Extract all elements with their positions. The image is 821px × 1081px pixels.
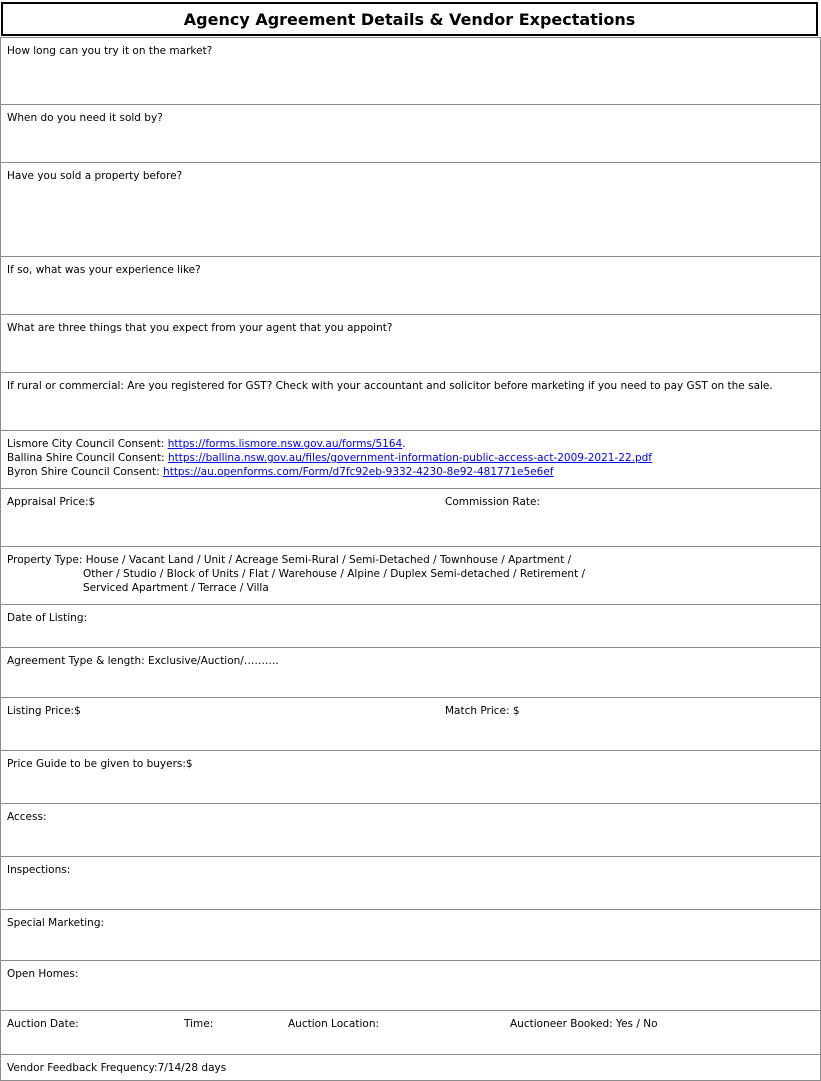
ballina-consent-link[interactable]: https://ballina.nsw.gov.au/files/government-information-public-access-act-2009-2021-22.pdf — [167, 452, 652, 464]
inspections-label: Inspections: — [7, 864, 71, 876]
open-homes-label: Open Homes: — [7, 968, 79, 980]
price-guide-label: Price Guide to be given to buyers:$ — [7, 758, 193, 770]
property-type-line: Property Type: House / Vacant Land / Unit / Acreage Semi-Rural / Semi-Detached / Townhouse / Apartment / — [7, 554, 572, 566]
question-label: How long can you try it on the market? — [7, 45, 213, 57]
auction-time-label: Time: — [184, 1018, 214, 1030]
auctioneer-booked-label: Auctioneer Booked: Yes / No — [510, 1018, 658, 1030]
access-label: Access: — [7, 811, 47, 823]
price-guide-row[interactable] — [1, 751, 821, 804]
special-marketing-row[interactable] — [1, 910, 821, 961]
form-title: Agency Agreement Details & Vendor Expectations — [1, 2, 818, 36]
question-label: When do you need it sold by? — [7, 112, 163, 124]
listing-price-label: Listing Price:$ — [7, 705, 81, 717]
agreement-type-row[interactable] — [1, 648, 821, 698]
question-agent-expectations[interactable] — [1, 315, 821, 373]
date-of-listing-label: Date of Listing: — [7, 612, 88, 624]
vendor-feedback-row[interactable] — [1, 1055, 821, 1081]
vendor-feedback-label: Vendor Feedback Frequency:7/14/28 days — [7, 1062, 227, 1074]
council-consents — [1, 431, 821, 489]
date-of-listing-row[interactable] — [1, 605, 821, 648]
listing-price-row[interactable] — [1, 698, 821, 751]
appraisal-row[interactable] — [1, 489, 821, 547]
lismore-consent-link[interactable]: https://forms.lismore.nsw.gov.au/forms/5164 — [167, 438, 403, 450]
special-marketing-label: Special Marketing: — [7, 917, 105, 929]
inspections-row[interactable] — [1, 857, 821, 910]
question-experience[interactable] — [1, 257, 821, 315]
auction-row[interactable] — [1, 1011, 821, 1055]
property-type-line: Other / Studio / Block of Units / Flat / Warehouse / Alpine / Duplex Semi-detached / Retirement / — [83, 568, 586, 580]
agreement-form-table — [0, 37, 821, 1081]
property-type-row[interactable] — [1, 547, 821, 605]
auction-location-label: Auction Location: — [288, 1018, 380, 1030]
question-sold-before[interactable] — [1, 163, 821, 257]
byron-consent-link[interactable]: https://au.openforms.com/Form/d7fc92eb-9332-4230-8e92-481771e5e6ef — [163, 466, 554, 478]
question-label: What are three things that you expect from your agent that you appoint? — [7, 322, 393, 334]
question-label: Have you sold a property before? — [7, 170, 183, 182]
commission-rate-label: Commission Rate: — [445, 496, 541, 508]
agreement-type-label: Agreement Type & length: Exclusive/Auction/………. — [7, 655, 279, 667]
question-label: If so, what was your experience like? — [7, 264, 201, 276]
question-sold-by[interactable] — [1, 105, 821, 163]
question-market-duration[interactable] — [1, 38, 821, 105]
consent-lismore: Lismore City Council Consent: https://forms.lismore.nsw.gov.au/forms/5164. — [7, 438, 406, 450]
match-price-label: Match Price: $ — [445, 705, 520, 717]
question-label: If rural or commercial: Are you registered for GST? Check with your accountant and solicitor before marketing if you need to pay GST on the sale. — [7, 380, 773, 392]
consent-byron: Byron Shire Council Consent: https://au.openforms.com/Form/d7fc92eb-9332-4230-8e92-481771e5e6ef — [7, 466, 554, 478]
appraisal-price-label: Appraisal Price:$ — [7, 496, 96, 508]
consent-ballina: Ballina Shire Council Consent: https://ballina.nsw.gov.au/files/government-information-public-access-act-2009-2021-22.pdf — [7, 452, 652, 464]
property-type-line: Serviced Apartment / Terrace / Villa — [83, 582, 269, 594]
access-row[interactable] — [1, 804, 821, 857]
auction-date-label: Auction Date: — [7, 1018, 79, 1030]
open-homes-row[interactable] — [1, 961, 821, 1011]
question-gst[interactable] — [1, 373, 821, 431]
